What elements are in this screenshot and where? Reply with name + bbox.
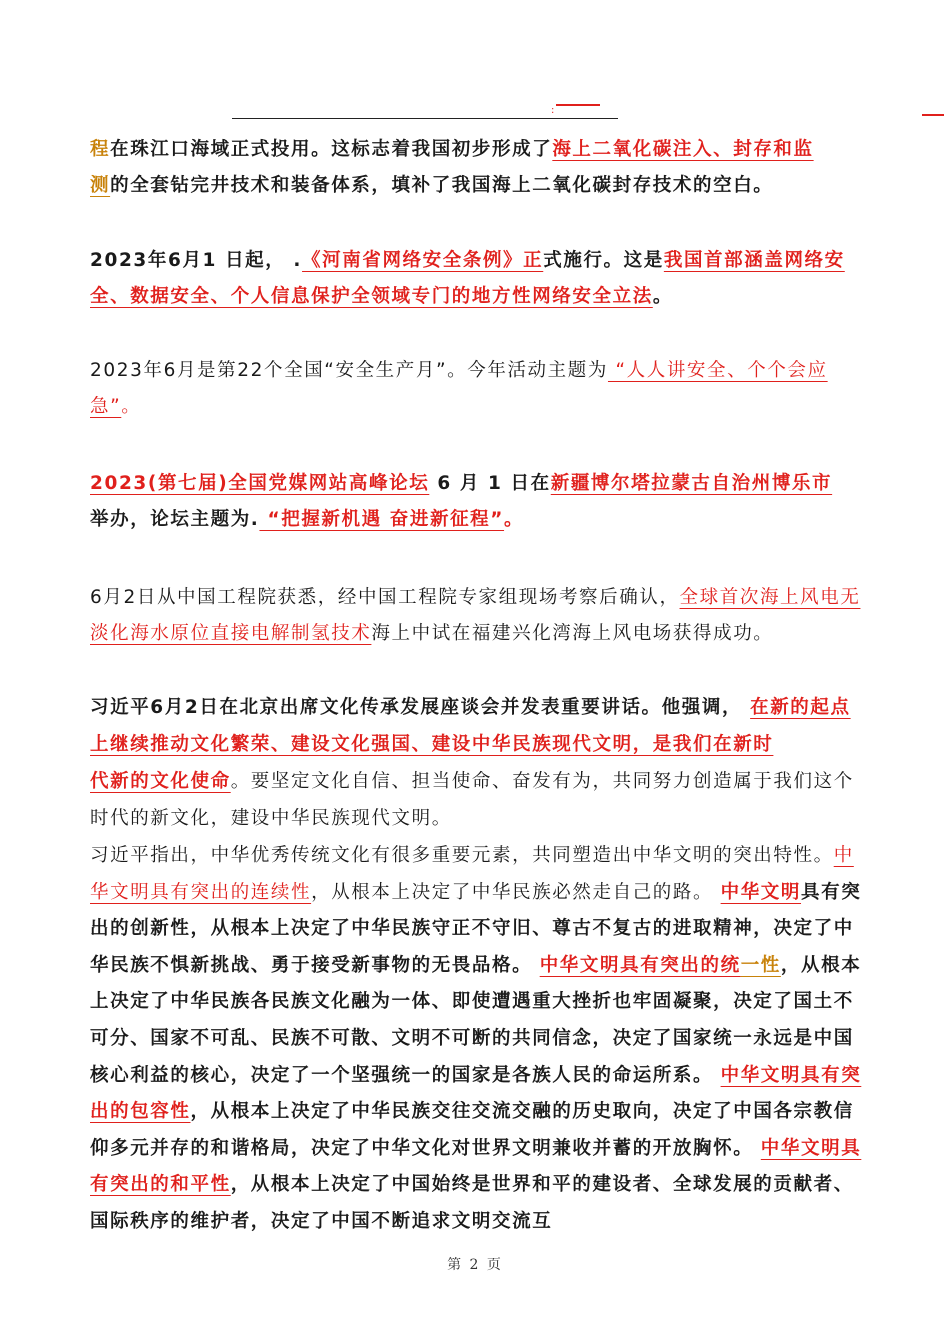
highlight-run: 中华文明具有突出的连续性 xyxy=(90,845,854,903)
paragraph-safety-month xyxy=(90,353,865,425)
text-run: 6 月 1 日在 xyxy=(437,473,551,494)
text-run: ，从根本上决定了中华民族必然走自己的路。 xyxy=(311,881,714,903)
highlight-run: 中华文明 xyxy=(720,881,802,903)
highlight-run: 新疆博尔塔拉蒙古自治州博乐市 xyxy=(550,473,833,494)
text-run: 的全套钻完井技术和装备体系，填补了我国海上二氧化碳封存技术的空白。 xyxy=(110,175,774,196)
text-run: 海上中试在福建兴化湾海上风电场获得成功。 xyxy=(371,623,774,644)
text-run: 。 xyxy=(504,509,525,530)
text-run: 习近平指出，中华优秀传统文化有很多重要元素，共同塑造出中华文明的突出特性。 xyxy=(90,845,834,866)
highlight-run: 《河南省网络安全条例》正 xyxy=(302,250,544,271)
highlight-run: 2023(第七届)全国党媒网站高峰论坛 xyxy=(90,473,430,494)
text-run: 。要坚定文化自信、担当使命、奋发有为，共同努力创造属于我们这个时代的新文化，建设中华民族现代文明。 xyxy=(90,771,854,829)
page-number: 第 2 页 xyxy=(447,1257,503,1273)
paragraph-henan-regulation xyxy=(90,243,865,315)
text-run: 。 xyxy=(652,286,673,307)
text-run: 2023年6月1 日起， . xyxy=(90,250,303,271)
highlight-run: “人人讲安全、个个会应急” xyxy=(90,360,828,417)
highlight-run: 中华文明具有突出的统 xyxy=(539,954,741,976)
text-run: 习近平6月2日在北京出席文化传承发展座谈会并发表重要讲话。他强调， xyxy=(90,697,743,718)
text-run: ，从根本上决定了中华民族交往交流交融的历史取向，决定了中国各宗教信仰多元并存的和谐格局，决定了中华文化对世界文明兼收并蓄的开放胸怀。 xyxy=(90,1101,854,1159)
highlight-run: 测 xyxy=(90,175,111,196)
header-dot: : xyxy=(551,105,555,116)
paragraph-culture-speech xyxy=(90,689,865,837)
text-run: 6月2日从中国工程院获悉，经中国工程院专家组现场考察后确认， xyxy=(90,587,680,608)
paragraph-co2-storage xyxy=(90,132,865,204)
highlight-run: 全球首次海上风电无淡化海水原位直接电解制氢技术 xyxy=(90,587,861,644)
paragraph-hydrogen-tech xyxy=(90,580,865,652)
text-run: 。 xyxy=(121,396,142,417)
highlight-run: 我国首部涵盖网络安全、数据安全、个人信息保护全领域专门的地方性网络安全立法 xyxy=(90,250,845,307)
highlight-run: 在新的起点上继续推动文化繁荣、建设文化强国、建设中华民族现代文明，是我们在新时 xyxy=(90,697,851,755)
text-run: 2023年6月是第22个全国“安全生产月”。今年活动主题为 xyxy=(90,360,608,381)
text-run: 在珠江口海域正式投用。这标志着我国初步形成了 xyxy=(110,139,553,160)
text-run: 式施行。这是 xyxy=(543,250,664,271)
text-run: 程 xyxy=(90,139,111,160)
highlight-run: 中华文明具有突出的和平性 xyxy=(90,1137,862,1196)
paragraph-civilization-traits xyxy=(90,838,865,1241)
header-red-mark xyxy=(556,104,600,106)
corner-red-mark xyxy=(922,114,944,116)
highlight-run: “把握新机遇 奋进新征程” xyxy=(259,509,505,530)
text-run: 举办，论坛主题为. xyxy=(90,509,260,530)
text-run: 具有突出的创新性，从根本上决定了中华民族守正不守旧、尊古不复古的进取精神，决定了中华民族不惧新挑战、勇于接受新事物的无畏品格。 xyxy=(90,881,862,976)
text-run: ，从根本上决定了中国始终是世界和平的建设者、全球发展的贡献者、国际秩序的维护者，决定了中国不断追求文明交流互 xyxy=(90,1174,854,1232)
paragraph-media-forum xyxy=(90,466,865,538)
highlight-run: 代新的文化使命 xyxy=(90,771,231,792)
highlight-run: 海上二氧化碳注入、封存和监 xyxy=(552,139,814,160)
highlight-run: 中华文明具有突出的包容性 xyxy=(90,1064,862,1123)
highlight-run: 一性 xyxy=(740,954,781,976)
text-run: ，从根本上决定了中华民族各民族文化融为一体、即使遭遇重大挫折也牢固凝聚，决定了国土不可分、国家不可乱、民族不可散、文明不可断的共同信念，决定了国家统一永远是中国核心利益的核心，决定了一个坚强统一的国家是各族人民的命运所系。 xyxy=(90,954,862,1086)
header-rule xyxy=(232,118,618,119)
